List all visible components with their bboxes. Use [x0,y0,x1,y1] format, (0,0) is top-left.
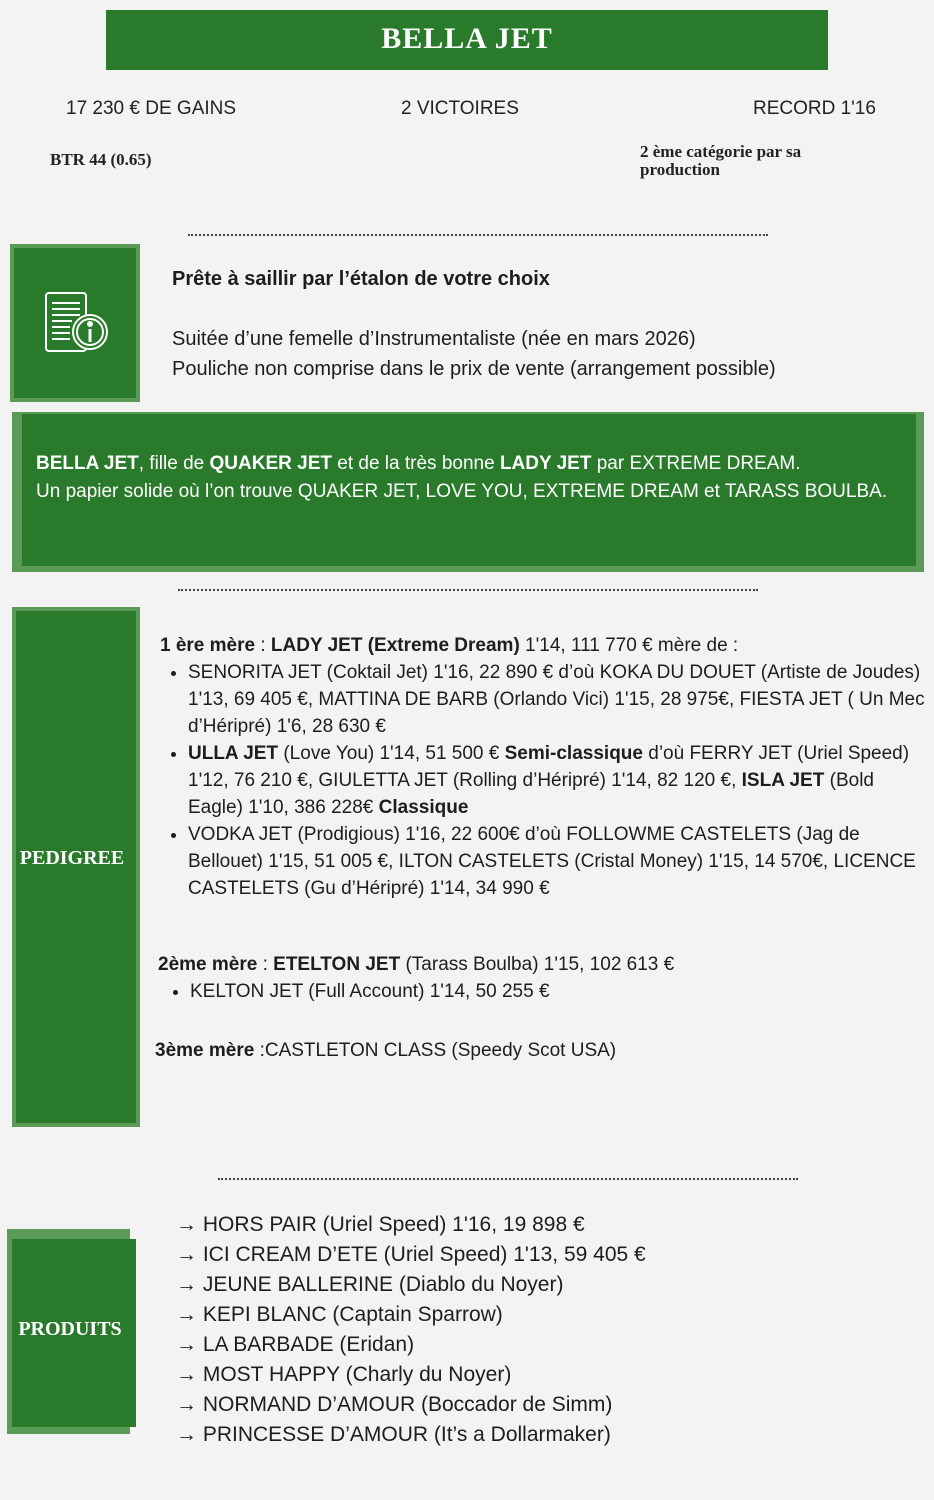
bold-text: ULLA JET [188,743,279,764]
summary-line-2: Un papier solide où l’on trouve QUAKER JET, LOVE YOU, EXTREME DREAM et TARASS BOULBA. [36,481,888,502]
summary-text-part: et de la très bonne [331,453,500,474]
mere2-heading [158,951,928,978]
info-line-1: Suitée d’une femelle d’Instrumentaliste (née en mars 2026) [172,328,696,350]
categorie-stat: 2 ème catégorie par sa production [640,142,802,179]
list-item: • VODKA JET (Prodigious) 1'16, 22 600€ d’où FOLLOWME CASTELETS (Jag de Bellouet) 1'15, 51 005 €, ILTON CASTELETS (Cristal Money) 1'15, 14 570€, LICENCE CASTELETS (Gu d’Héripré) 1'14, 34 990 € [188,821,928,902]
bold-text: ISLA JET [741,770,825,791]
pedigree-mere2 [158,951,928,1005]
mere2-details: (Tarass Boulba) 1'15, 102 613 € [400,954,675,975]
bold-text: Semi-classique [504,743,643,764]
divider [218,1178,798,1180]
list-item: → LA BARBADE (Eridan) [176,1333,415,1356]
pedigree-mere1 [160,632,928,902]
list-item: → HORS PAIR (Uriel Speed) 1'16, 19 898 € [176,1213,585,1236]
list-item: → MOST HAPPY (Charly du Noyer) [176,1363,512,1386]
record-stat: RECORD 1'16 [753,98,876,119]
produits-label: PRODUITS [18,1318,122,1340]
pedigree-mere3 [155,1037,925,1064]
mere3-details: :CASTLETON CLASS (Speedy Scot USA) [254,1040,617,1061]
info-line-2: Pouliche non comprise dans le prix de vente (arrangement possible) [172,358,776,380]
info-icon-box [14,248,136,398]
mere1-heading [160,632,928,659]
divider [188,234,768,236]
page-title: BELLA JET [381,22,553,55]
summary-line-1 [36,450,906,478]
victoires-stat: 2 VICTOIRES [401,98,519,119]
list-item: → NORMAND D’AMOUR (Boccador de Simm) [176,1393,613,1416]
text: d’où FERRY JET (Uriel Speed) 1'12, 76 210 €, GIULETTA JET (Rolling d’Héripré) 1'14, 82 120 €, [188,743,910,791]
separator: : [255,635,271,656]
text: (Bold Eagle) 1'10, 386 228€ [188,770,874,818]
list-item: → JEUNE BALLERINE (Diablo du Noyer) [176,1273,564,1296]
btr-stat: BTR 44 (0.65) [50,150,152,169]
sire-name: QUAKER JET [209,453,332,474]
produits-list [176,1210,876,1450]
text: (Love You) 1'14, 51 500 € [278,743,505,764]
summary-text-part: , fille de [138,453,210,474]
info-headline: Prête à saillir par l’étalon de votre choix [172,268,550,290]
dam-name: LADY JET [499,453,592,474]
mere1-label: 1 ère mère [160,635,256,656]
mere1-name: LADY JET (Extreme Dream) [270,635,520,656]
separator: : [257,954,274,975]
mere1-list [160,659,928,902]
list-item: • SENORITA JET (Coktail Jet) 1'16, 22 890 € d’où KOKA DU DOUET (Artiste de Joudes) 1'13, 69 405 €, MATTINA DE BARB (Orlando Vici) 1'15, 28 975€, FIESTA JET ( Un Mec d’Héripré) 1'6, 28 630 € [188,659,928,740]
list-item [188,740,928,821]
bold-text: Classique [378,797,469,818]
divider [178,589,758,591]
gains-stat: 17 230 € DE GAINS [66,98,237,119]
horse-name: BELLA JET [36,453,139,474]
mere3-label: 3ème mère [155,1040,255,1061]
list-item: → ICI CREAM D’ETE (Uriel Speed) 1'13, 59 405 € [176,1243,646,1266]
mere2-list [158,978,928,1005]
mere2-name: ETELTON JET [273,954,401,975]
list-item: → KEPI BLANC (Captain Sparrow) [176,1303,503,1326]
mere2-label: 2ème mère [158,954,258,975]
mere1-details: 1'14, 111 770 € mère de : [519,635,739,656]
summary-text-part: par EXTREME DREAM. [591,453,801,474]
pedigree-label: PEDIGREE [19,847,125,869]
summary-text [36,450,906,506]
document-info-icon [14,248,136,398]
list-item: → PRINCESSE D’AMOUR (It’s a Dollarmaker) [176,1423,611,1446]
list-item: • KELTON JET (Full Account) 1'14, 50 255 € [190,978,928,1005]
